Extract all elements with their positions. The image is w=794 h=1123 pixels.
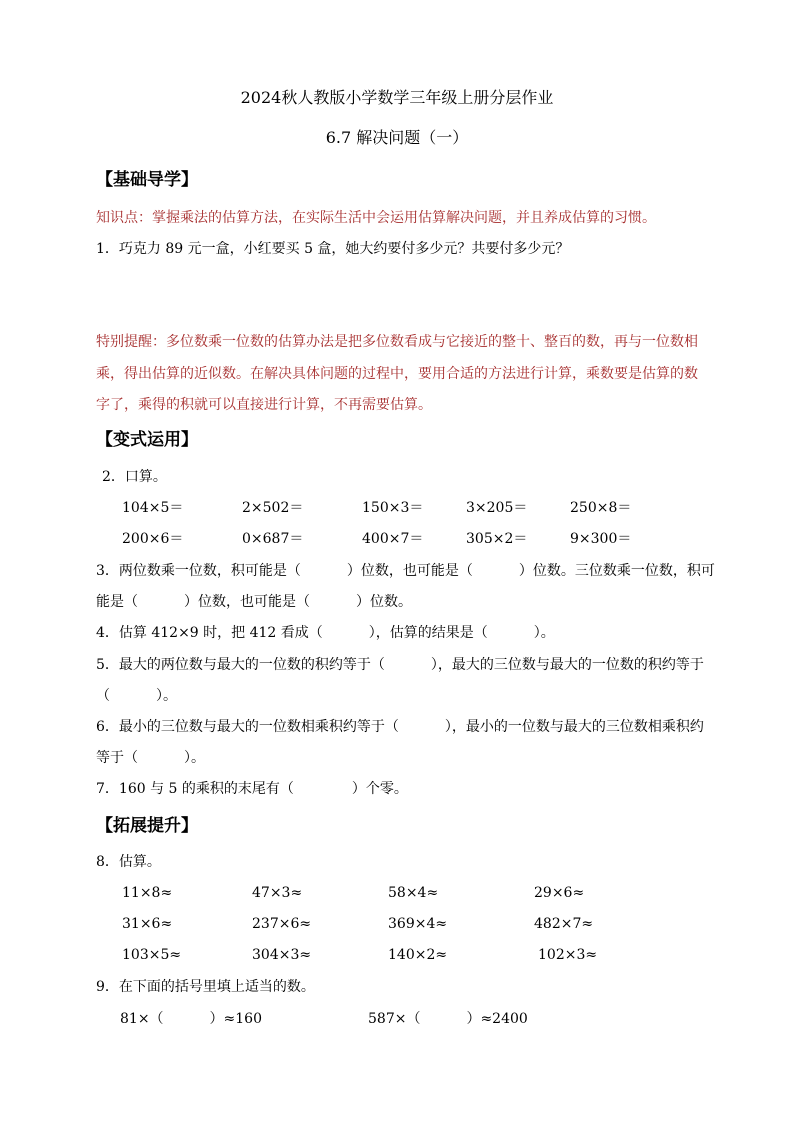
estimate-item: 369×4≈ [388, 916, 448, 932]
estimate-item: 47×3≈ [252, 885, 303, 901]
question-2-label: 2．口算。 [102, 469, 167, 485]
estimate-item: 58×4≈ [388, 885, 439, 901]
question-5-text: （ [96, 688, 110, 704]
question-9-text: 81×（ [120, 1011, 164, 1027]
question-5-text: ）。 [156, 688, 177, 704]
page-title: 2024秋人教版小学数学三年级上册分层作业 [240, 88, 554, 107]
question-3-line-1 [96, 562, 715, 580]
question-7-text: 7．160 与 5 的乘积的末尾有（ [96, 781, 294, 797]
question-3-text: 能是（ [96, 594, 138, 610]
question-7-text: ）个零。 [351, 781, 408, 797]
estimate-item: 11×8≈ [122, 885, 173, 901]
estimate-item: 237×6≈ [252, 916, 312, 932]
question-9-item-b [368, 1010, 528, 1028]
question-6-line-2 [96, 749, 205, 767]
question-5-text: 5．最大的两位数与最大的一位数的积约等于（ [96, 657, 385, 673]
oral-calc-item: 104×5＝ [122, 500, 184, 516]
estimate-item: 102×3≈ [538, 947, 598, 963]
question-4-text: ）。 [533, 625, 555, 641]
oral-calc-item: 150×3＝ [362, 500, 424, 516]
estimate-item: 304×3≈ [252, 947, 312, 963]
question-9-text: ）≈160 [209, 1011, 262, 1027]
question-3-text: ）位数，也可能是（ [346, 563, 473, 579]
section-heading-variant: 【变式运用】 [96, 430, 198, 450]
oral-calc-item: 305×2＝ [466, 531, 528, 547]
question-9-item-a [120, 1010, 262, 1028]
estimate-item: 29×6≈ [534, 885, 585, 901]
tip-line-3: 字了，乘得的积就可以直接进行计算，不再需要估算。 [96, 397, 432, 413]
oral-calc-item: 200×6＝ [122, 531, 184, 547]
tip-line-2: 乘，得出估算的近似数。在解决具体问题的过程中，要用合适的方法进行计算，乘数要是估算的数 [96, 366, 698, 382]
oral-calc-item: 400×7＝ [362, 531, 424, 547]
question-8-label: 8．估算。 [96, 854, 161, 870]
oral-calc-item: 9×300＝ [570, 531, 632, 547]
estimate-item: 140×2≈ [388, 947, 448, 963]
knowledge-point: 知识点：掌握乘法的估算方法，在实际生活中会运用估算解决问题，并且养成估算的习惯。 [96, 210, 656, 226]
question-4-text: 4．估算 412×9 时，把 412 看成（ [96, 625, 323, 641]
question-3-text: ）位数，也可能是（ [184, 594, 310, 610]
question-4 [96, 624, 555, 642]
question-9-text: 587×（ [368, 1011, 421, 1027]
section-heading-basic: 【基础导学】 [96, 170, 198, 190]
question-3-text: ）位数。三位数乘一位数，积可 [518, 563, 715, 579]
estimate-item: 31×6≈ [122, 916, 173, 932]
oral-calc-item: 2×502＝ [242, 500, 304, 516]
question-6-line-1 [96, 718, 704, 736]
question-5-line-2 [96, 687, 177, 705]
estimate-item: 482×7≈ [534, 916, 594, 932]
estimate-item: 103×5≈ [122, 947, 182, 963]
oral-calc-item: 0×687＝ [242, 531, 304, 547]
question-7 [96, 780, 408, 798]
question-3-line-2 [96, 593, 412, 611]
oral-calc-item: 250×8＝ [570, 500, 632, 516]
question-6-text: 6．最小的三位数与最大的一位数相乘积约等于（ [96, 719, 399, 735]
question-9-label: 9．在下面的括号里填上适当的数。 [96, 979, 315, 995]
question-1: 1．巧克力 89 元一盒，小红要买 5 盒，她大约要付多少元？共要付多少元？ [96, 241, 570, 257]
tip-line-1: 特别提醒：多位数乘一位数的估算办法是把多位数看成与它接近的整十、整百的数，再与一位数相 [96, 334, 698, 350]
question-9-text: ）≈2400 [466, 1011, 528, 1027]
question-5-line-1 [96, 656, 704, 674]
oral-calc-item: 3×205＝ [466, 500, 528, 516]
question-6-text: 等于（ [96, 750, 138, 766]
question-5-text: ），最大的三位数与最大的一位数的积约等于 [430, 657, 704, 673]
question-3-text: 3．两位数乘一位数，积可能是（ [96, 563, 301, 579]
question-6-text: ），最小的一位数与最大的三位数相乘积约 [444, 719, 704, 735]
question-6-text: ）。 [184, 750, 205, 766]
page-subtitle: 6.7 解决问题（一） [325, 128, 469, 147]
section-heading-extend: 【拓展提升】 [96, 816, 198, 836]
question-4-text: ），估算的结果是（ [368, 625, 488, 641]
question-3-text: ）位数。 [356, 594, 412, 610]
